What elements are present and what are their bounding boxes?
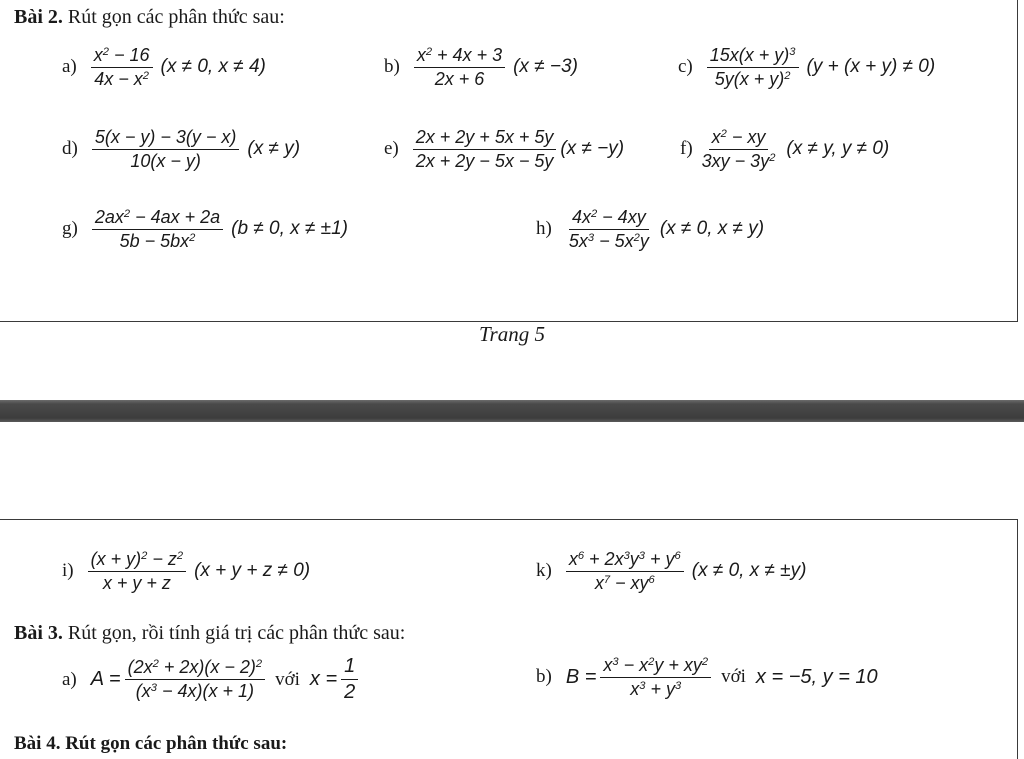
fraction: $\frac{(2x^2 + 2x)(x - 2)^2}{(x^3 - 4x)(x + 1)}$ bbox=[125, 658, 265, 701]
bai2-heading: Bài 2. Rút gọn các phân thức sau: bbox=[14, 6, 285, 28]
page-number: Trang 5 bbox=[479, 322, 545, 346]
fraction: $\frac{x^6 + 2x^3y^3 + y^6}{x^7 - xy^6}$ bbox=[566, 550, 684, 593]
exercise-3b: b) B = $\frac{x^3 - x^2y + xy^2}{x^3 + y^3}$ với x = −5, y = 10 bbox=[536, 655, 878, 699]
page-separator bbox=[0, 400, 1024, 422]
fraction: $\frac{5(x - y) - 3(y - x)}{10(x - y)}$ bbox=[92, 128, 240, 171]
fraction: $\frac{2x + 2y + 5x + 5y}{2x + 2y - 5x - 5y}$ bbox=[413, 128, 557, 171]
fraction: $\frac{x^2 - xy}{3xy - 3y^2}$ bbox=[701, 127, 776, 171]
fraction-half: $\frac{1}{2}$ bbox=[341, 656, 358, 703]
exercise-2g: g) $\frac{2ax^2 - 4ax + 2a}{5b - 5bx^2}$ (b ≠ 0, x ≠ ±1) bbox=[62, 207, 348, 251]
fraction: $\frac{x^2 - 16}{4x - x^2}$ bbox=[91, 46, 153, 89]
fraction: $\frac{x^3 - x^2y + xy^2}{x^3 + y^3}$ bbox=[600, 656, 711, 699]
exercise-2e: e) $\frac{2x + 2y + 5x + 5y}{2x + 2y - 5x - 5y}$ (x ≠ −y) bbox=[384, 127, 625, 171]
exercise-3a: a) A = $\frac{(2x^2 + 2x)(x - 2)^2}{(x^3 - 4x)(x + 1)}$ với x = $\frac{1}{2}$ bbox=[62, 656, 358, 703]
fraction: $\frac{4x^2 - 4xy}{5x^3 - 5x^2y}$ bbox=[568, 207, 649, 251]
exercise-2c: c) $\frac{15x(x + y)^3}{5y(x + y)^2}$ (y + (x + y) ≠ 0) bbox=[678, 45, 936, 89]
exercise-2d: d) $\frac{5(x - y) - 3(y - x)}{10(x - y)}$ (x ≠ y) bbox=[62, 127, 301, 171]
fraction: $\frac{x^2 + 4x + 3}{2x + 6}$ bbox=[414, 46, 505, 89]
bai4-heading-cut: Bài 4. Rút gọn các phân thức sau: bbox=[14, 733, 288, 754]
exercise-2a: a) $\frac{x^2 - 16}{4x - x^2}$ (x ≠ 0, x ≠ 4) bbox=[62, 45, 266, 89]
exercise-2i: i) $\frac{(x + y)^2 - z^2}{x + y + z}$ (x + y + z ≠ 0) bbox=[62, 549, 311, 593]
exercise-2b: b) $\frac{x^2 + 4x + 3}{2x + 6}$ (x ≠ −3) bbox=[384, 45, 578, 89]
fraction: $\frac{(x + y)^2 - z^2}{x + y + z}$ bbox=[88, 550, 186, 593]
bai3-heading: Bài 3. Rút gọn, rồi tính giá trị các phân thức sau: bbox=[14, 622, 406, 644]
fraction: $\frac{2ax^2 - 4ax + 2a}{5b - 5bx^2}$ bbox=[92, 208, 223, 251]
exercise-2k: k) $\frac{x^6 + 2x^3y^3 + y^6}{x^7 - xy^6}$ (x ≠ 0, x ≠ ±y) bbox=[536, 549, 807, 593]
fraction: $\frac{15x(x + y)^3}{5y(x + y)^2}$ bbox=[707, 46, 799, 89]
exercise-2h: h) $\frac{4x^2 - 4xy}{5x^3 - 5x^2y}$ (x ≠ 0, x ≠ y) bbox=[536, 207, 765, 251]
exercise-2f: f) $\frac{x^2 - xy}{3xy - 3y^2}$ (x ≠ y, y ≠ 0) bbox=[680, 127, 890, 171]
